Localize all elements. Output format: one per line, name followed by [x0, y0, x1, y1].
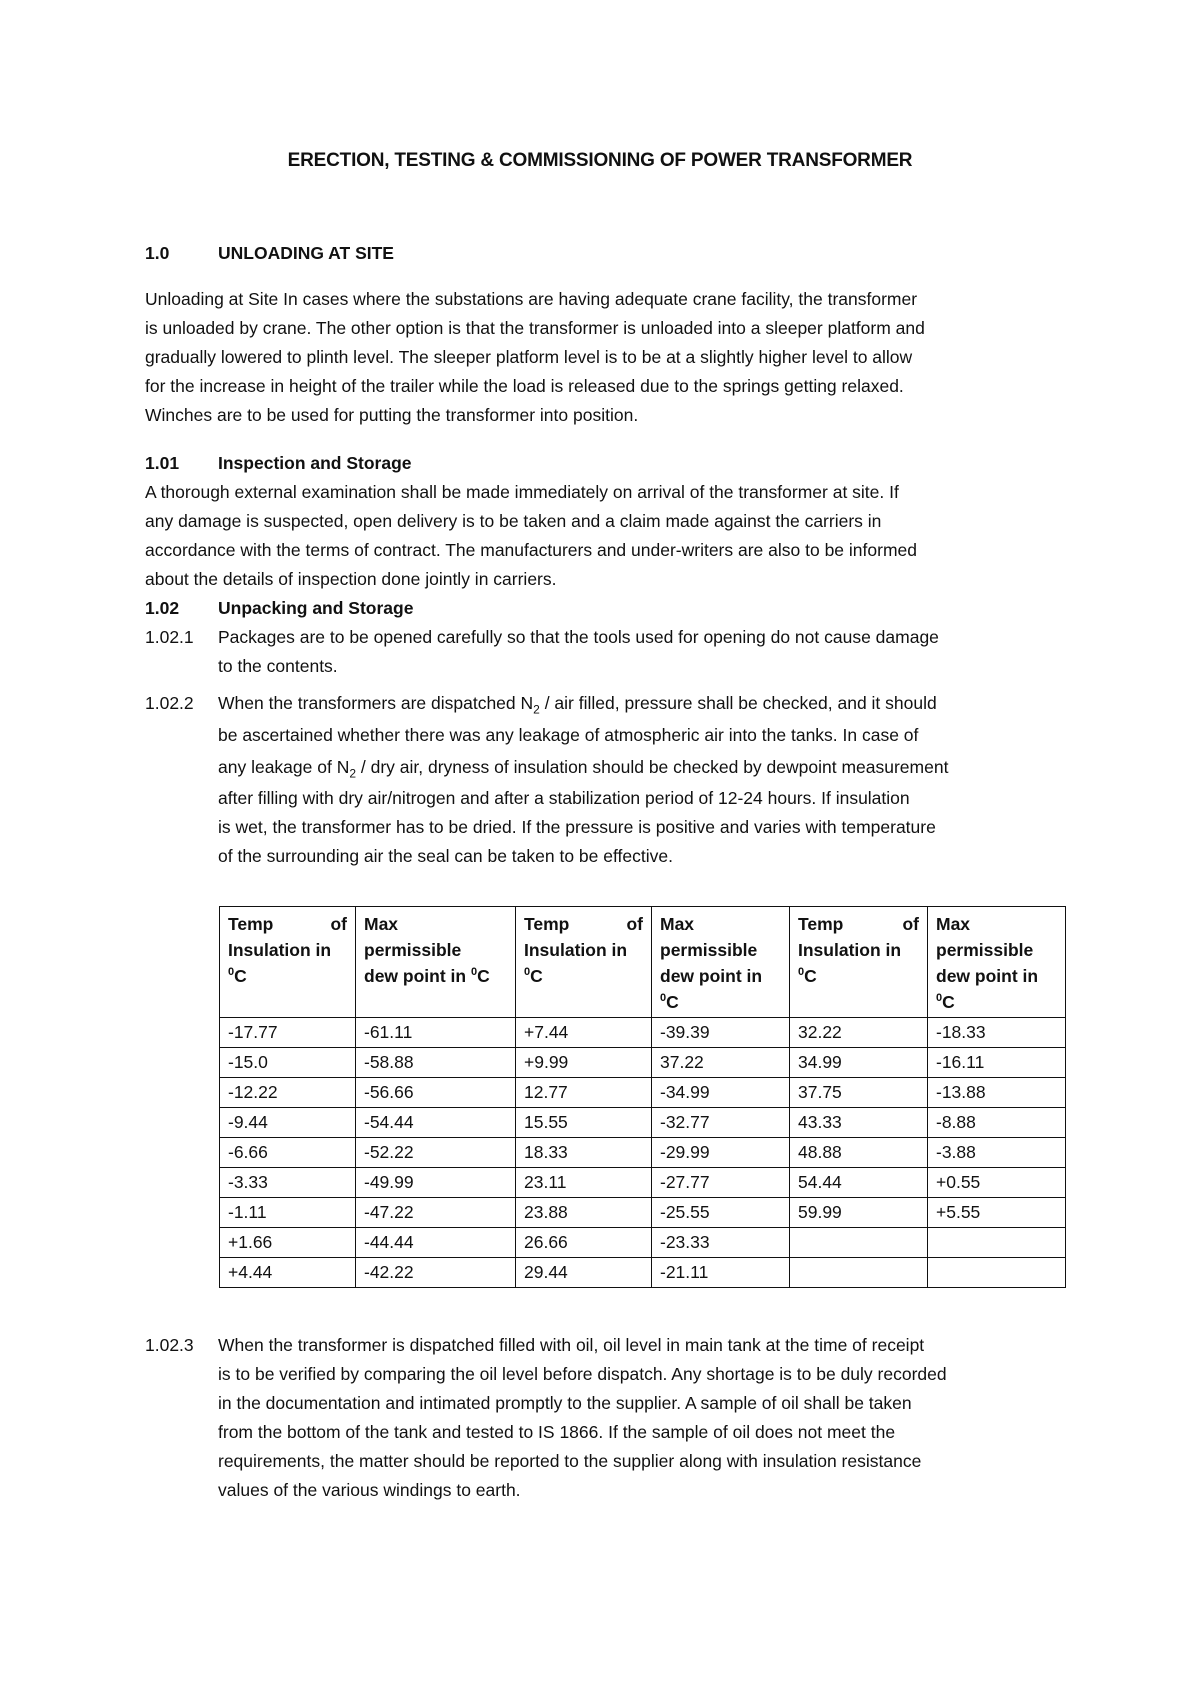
- clause-line: after filling with dry air/nitrogen and after a stabilization period of 12-24 hours. If insulation: [218, 788, 910, 808]
- header-temp-insulation: Temp of Insulation in $^0$C: [790, 907, 928, 1018]
- table-cell: 37.22: [652, 1048, 790, 1078]
- table-cell: -18.33: [928, 1018, 1066, 1048]
- clause-line: is wet, the transformer has to be dried. If the pressure is positive and varies with temperature: [218, 817, 936, 837]
- paragraph-line: Unloading at Site In cases where the substations are having adequate crane facility, the transformer: [145, 289, 918, 309]
- table-row: [220, 1198, 1066, 1228]
- table-cell: 43.33: [790, 1108, 928, 1138]
- table-cell: 54.44: [790, 1168, 928, 1198]
- clause-text: [218, 1331, 1063, 1505]
- table-cell: [928, 1258, 1066, 1288]
- clause-line: When the transformers are dispatched $N_2$ / air filled, pressure shall be checked, and it should: [218, 693, 937, 717]
- table-cell: +5.55: [928, 1198, 1066, 1228]
- paragraph-line: gradually lowered to plinth level. The sleeper platform level is to be at a slightly higher level to allow: [145, 347, 913, 367]
- table-cell: 12.77: [516, 1078, 652, 1108]
- table-cell: -52.22: [356, 1138, 516, 1168]
- table-cell: -47.22: [356, 1198, 516, 1228]
- table-cell: -1.11: [220, 1198, 356, 1228]
- header-temp-insulation: Temp of Insulation in $^0$C: [516, 907, 652, 1018]
- table-row: [220, 1168, 1066, 1198]
- table-cell: 18.33: [516, 1138, 652, 1168]
- table-row: [220, 1048, 1066, 1078]
- table-cell: -3.33: [220, 1168, 356, 1198]
- clause-text: [218, 623, 1063, 681]
- table-cell: +0.55: [928, 1168, 1066, 1198]
- table-cell: +1.66: [220, 1228, 356, 1258]
- table-cell: -13.88: [928, 1078, 1066, 1108]
- header-max-dew-point: Max permissible dew point in $^0$C: [928, 907, 1066, 1018]
- paragraph-line: any damage is suspected, open delivery is to be taken and a claim made against the carriers in: [145, 511, 882, 531]
- header-max-dew-point: Max permissible dew point in $^0$C: [652, 907, 790, 1018]
- table-cell: -15.0: [220, 1048, 356, 1078]
- table-cell: -6.66: [220, 1138, 356, 1168]
- header-max-dew-point: Max permissible dew point in $^0$C: [356, 907, 516, 1018]
- document-title: ERECTION, TESTING & COMMISSIONING OF POWER TRANSFORMER: [287, 150, 913, 171]
- table-cell: -16.11: [928, 1048, 1066, 1078]
- table-cell: 48.88: [790, 1138, 928, 1168]
- table-row: [220, 1018, 1066, 1048]
- paragraph-inspection: [145, 478, 1063, 594]
- table-cell: -44.44: [356, 1228, 516, 1258]
- clause-number: 1.02.2: [145, 693, 194, 713]
- clause-line: of the surrounding air the seal can be taken to be effective.: [218, 846, 673, 866]
- section-number: 1.0: [145, 243, 170, 263]
- table-cell: -23.33: [652, 1228, 790, 1258]
- clause-line: Packages are to be opened carefully so that the tools used for opening do not cause damage: [218, 627, 939, 647]
- clause-line: be ascertained whether there was any leakage of atmospheric air into the tanks. In case of: [218, 725, 919, 745]
- table-cell: -39.39: [652, 1018, 790, 1048]
- table-cell: -29.99: [652, 1138, 790, 1168]
- table-row: [220, 1258, 1066, 1288]
- table-cell: 34.99: [790, 1048, 928, 1078]
- table-cell: 23.88: [516, 1198, 652, 1228]
- section-number: 1.01: [145, 453, 180, 473]
- table-cell: 59.99: [790, 1198, 928, 1228]
- table-cell: -49.99: [356, 1168, 516, 1198]
- table-cell: -58.88: [356, 1048, 516, 1078]
- table-cell: [790, 1228, 928, 1258]
- table-row: [220, 1108, 1066, 1138]
- table-cell: -61.11: [356, 1018, 516, 1048]
- clause-line: requirements, the matter should be reported to the supplier along with insulation resistance: [218, 1451, 922, 1471]
- table-cell: -54.44: [356, 1108, 516, 1138]
- table-cell: 15.55: [516, 1108, 652, 1138]
- table-row: [220, 1138, 1066, 1168]
- section-title: UNLOADING AT SITE: [218, 243, 394, 263]
- table-cell: -32.77: [652, 1108, 790, 1138]
- table-header-row: [220, 907, 1066, 1018]
- section-title: Unpacking and Storage: [218, 598, 414, 618]
- table-cell: -3.88: [928, 1138, 1066, 1168]
- clause-line: in the documentation and intimated promptly to the supplier. A sample of oil shall be taken: [218, 1393, 912, 1413]
- section-number: 1.02: [145, 598, 180, 618]
- table-cell: 23.11: [516, 1168, 652, 1198]
- table-cell: 32.22: [790, 1018, 928, 1048]
- table-cell: -34.99: [652, 1078, 790, 1108]
- table-cell: -9.44: [220, 1108, 356, 1138]
- clause-line: from the bottom of the tank and tested to IS 1866. If the sample of oil does not meet the: [218, 1422, 896, 1442]
- paragraph-line: accordance with the terms of contract. The manufacturers and under-writers are also to be informed: [145, 540, 917, 560]
- paragraph-line: about the details of inspection done jointly in carriers.: [145, 569, 557, 589]
- paragraph-line: A thorough external examination shall be made immediately on arrival of the transformer at site. If: [145, 482, 899, 502]
- table-cell: -42.22: [356, 1258, 516, 1288]
- table-cell: 26.66: [516, 1228, 652, 1258]
- clause-line: to the contents.: [218, 656, 338, 676]
- paragraph-line: Winches are to be used for putting the transformer into position.: [145, 405, 639, 425]
- table-cell: [928, 1228, 1066, 1258]
- table-cell: -21.11: [652, 1258, 790, 1288]
- table-cell: -17.77: [220, 1018, 356, 1048]
- paragraph-line: is unloaded by crane. The other option is that the transformer is unloaded into a sleeper platform and: [145, 318, 925, 338]
- table-cell: -27.77: [652, 1168, 790, 1198]
- table-cell: +9.99: [516, 1048, 652, 1078]
- clause-line: any leakage of $N_2$ / dry air, dryness of insulation should be checked by dewpoint measurement: [218, 757, 949, 781]
- table-cell: -56.66: [356, 1078, 516, 1108]
- clause-text: [218, 689, 1063, 871]
- header-temp-insulation: Temp of Insulation in $^0$C: [220, 907, 356, 1018]
- table-cell: -25.55: [652, 1198, 790, 1228]
- clause-number: 1.02.3: [145, 1335, 194, 1355]
- table-cell: -8.88: [928, 1108, 1066, 1138]
- paragraph-unloading: [145, 285, 1063, 430]
- table-row: [220, 1078, 1066, 1108]
- table-cell: 37.75: [790, 1078, 928, 1108]
- paragraph-line: for the increase in height of the trailer while the load is released due to the springs getting relaxed.: [145, 376, 904, 396]
- clause-line: is to be verified by comparing the oil level before dispatch. Any shortage is to be duly recorded: [218, 1364, 947, 1384]
- clause-line: When the transformer is dispatched filled with oil, oil level in main tank at the time of receipt: [218, 1335, 925, 1355]
- section-title: Inspection and Storage: [218, 453, 412, 473]
- table-cell: +4.44: [220, 1258, 356, 1288]
- table-cell: +7.44: [516, 1018, 652, 1048]
- table-cell: -12.22: [220, 1078, 356, 1108]
- dew-point-table: [219, 906, 1066, 1288]
- clause-line: values of the various windings to earth.: [218, 1480, 521, 1500]
- table-cell: [790, 1258, 928, 1288]
- clause-number: 1.02.1: [145, 627, 194, 647]
- table-row: [220, 1228, 1066, 1258]
- table-cell: 29.44: [516, 1258, 652, 1288]
